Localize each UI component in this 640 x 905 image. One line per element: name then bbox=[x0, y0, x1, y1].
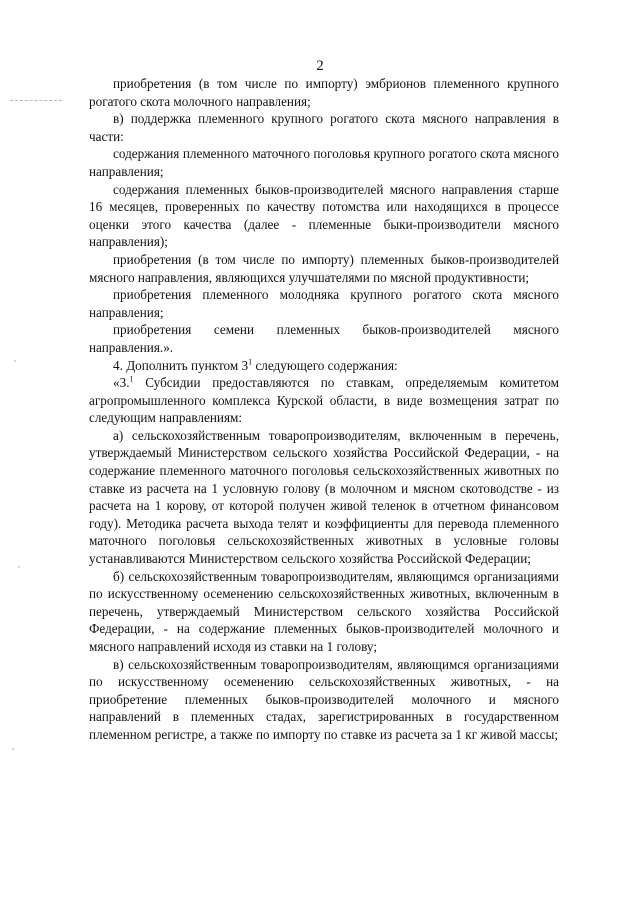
page-number: 2 bbox=[316, 58, 324, 74]
item-3-1-paragraph bbox=[89, 374, 559, 427]
subitem-a: а) сельскохозяйственным товаропроизводителям, включенным в перечень, утверждаемый Министерством сельского хозяйства Российской Федерации, - на содержание племенного маточного поголовья сельскохозяйственных животных по ставке из расчета на 1 условную голову (в молочном и мясном скотоводстве - из расчета на 1 корову, от которой получен живой теленок в отчетном финансовом году). Методика расчета выхода телят и коэффициенты для перевода племенного маточного поголовья сельскохозяйственных животных в условные головы устанавливаются Министерством сельского хозяйства Российской Федерации; bbox=[89, 427, 559, 567]
subitem-b: б) сельскохозяйственным товаропроизводителям, являющимся организациями по искусственному осеменению сельскохозяйственных животных, включенным в перечень, утверждаемый Министерством сельского хозяйства Российской Федерации, - на содержание племенных быков-производителей молочного и мясного направлений исходя из ставки на 1 голову; bbox=[89, 568, 559, 654]
item-4-text: 4. Дополнить пунктом 3 bbox=[113, 357, 249, 373]
item-4-paragraph bbox=[89, 357, 559, 375]
item-3-1-text: Субсидии предоставляются по ставкам, определяемым комитетом агропромышленного комплекса Курской области, в виде возмещения затрат по следующим направлениям: bbox=[89, 375, 559, 426]
paragraph: приобретения семени племенных быков-производителей мясного направления.». bbox=[89, 322, 559, 355]
document-body bbox=[89, 75, 559, 744]
superscript: 1 bbox=[248, 357, 253, 367]
paragraph: в) поддержка племенного крупного рогатого скота мясного направления в части: bbox=[89, 111, 559, 144]
scan-artifact bbox=[10, 100, 62, 102]
paragraph: содержания племенных быков-производителей мясного направления старше 16 месяцев, проверенных по качеству потомства или находящихся в процессе оценки этого качества (далее - племенные быки-производители мясного направления); bbox=[89, 181, 559, 250]
subitem-v: в) сельскохозяйственным товаропроизводителям, являющимся организациями по искусственному осеменению сельскохозяйственных животных, - на приобретение племенных быков-производителей молочного и мясного направлений в племенных стадах, зарегистрированных в государственном племенном регистре, а также по импорту по ставке из расчета за 1 кг живой массы; bbox=[89, 656, 559, 742]
item-4-text-continued: следующего содержания: bbox=[252, 357, 398, 373]
item-3-1-number: «3. bbox=[113, 375, 130, 391]
paragraph: содержания племенного маточного поголовья крупного рогатого скота мясного направления; bbox=[89, 146, 559, 179]
paragraph: приобретения (в том числе по импорту) племенных быков-производителей мясного направления, являющихся улучшателями по мясной продуктивности; bbox=[89, 251, 559, 285]
superscript: 1 bbox=[129, 374, 134, 384]
scan-artifact bbox=[18, 566, 20, 568]
scan-artifact bbox=[14, 360, 16, 362]
paragraph: приобретения (в том числе по импорту) эмбрионов племенного крупного рогатого скота молочного направления; bbox=[89, 76, 559, 109]
paragraph: приобретения племенного молодняка крупного рогатого скота мясного направления; bbox=[89, 287, 559, 320]
scan-artifact bbox=[12, 748, 14, 750]
